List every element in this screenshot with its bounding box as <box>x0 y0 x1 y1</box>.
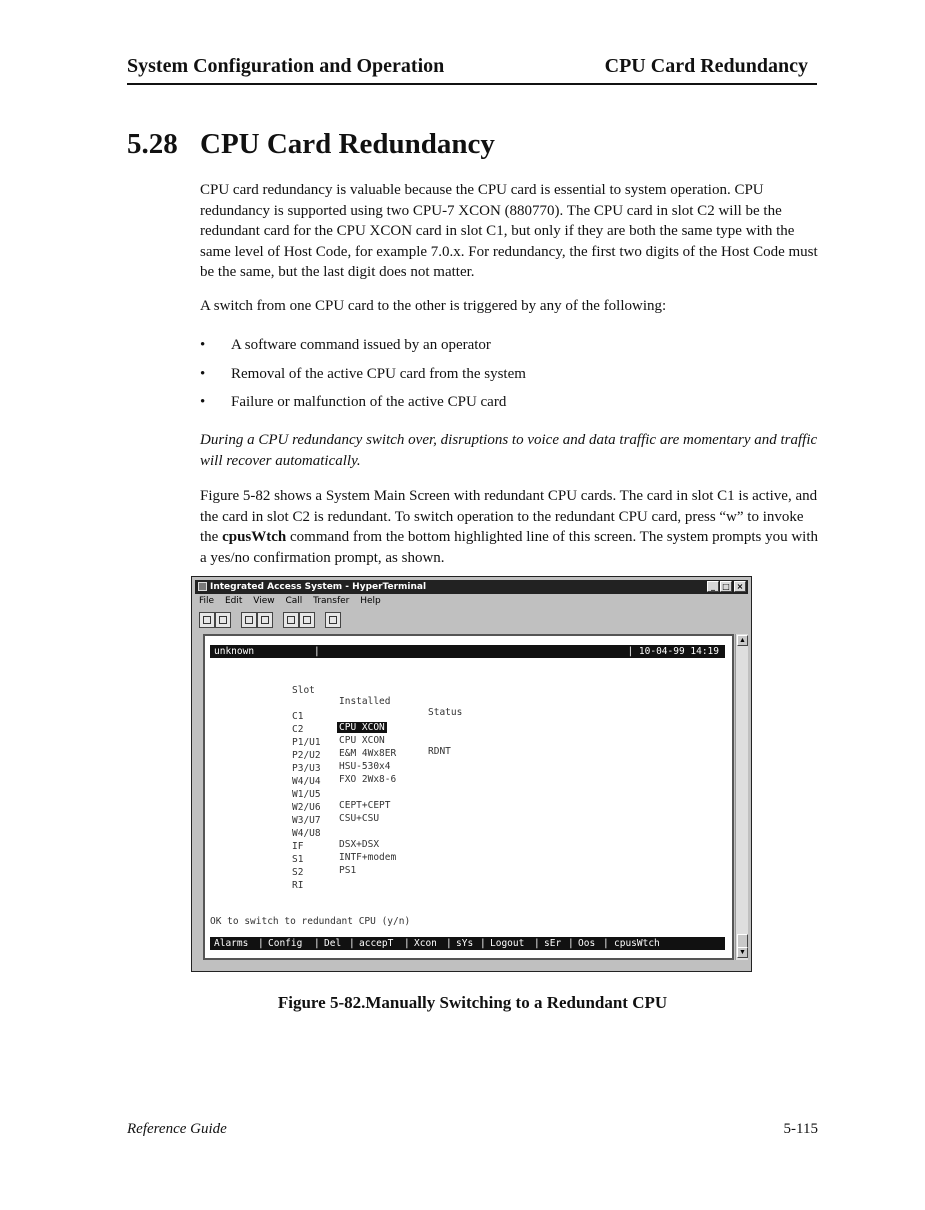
running-header-right: CPU Card Redundancy <box>604 55 808 77</box>
figure-intro-paragraph <box>200 486 818 568</box>
header-rule <box>127 83 817 85</box>
terminal-status-bar <box>210 645 725 658</box>
status-separator: | <box>314 646 320 657</box>
cmd-sep: | <box>480 938 486 949</box>
command-bar <box>210 937 725 950</box>
running-header-left: System Configuration and Operation <box>127 55 445 77</box>
maximize-button[interactable]: □ <box>720 581 732 592</box>
menu-file[interactable]: File <box>199 596 215 606</box>
confirm-prompt: OK to switch to redundant CPU (y/n) <box>210 916 411 927</box>
open-icon[interactable] <box>215 612 231 628</box>
installed-card: HSU-530x4 <box>339 761 391 772</box>
slot-id: C1 <box>292 711 304 722</box>
section-number: 5.28 <box>127 128 178 160</box>
send-icon[interactable] <box>283 612 299 628</box>
installed-card: DSX+DSX <box>339 839 380 850</box>
figure-intro-command: cpusWtch <box>222 529 287 545</box>
page-number: 5-115 <box>783 1121 818 1137</box>
cmd-sep: | <box>314 938 320 949</box>
cmd-accept[interactable]: accepT <box>359 938 394 949</box>
footer-left: Reference Guide <box>127 1121 227 1137</box>
bullet-text: Failure or malfunction of the active CPU card <box>231 394 507 410</box>
scroll-up-icon[interactable]: ▲ <box>737 635 748 646</box>
slot-id: W3/U7 <box>292 815 321 826</box>
slot-id: S1 <box>292 854 304 865</box>
figure-caption: Figure 5-82.Manually Switching to a Redundant CPU <box>277 993 668 1012</box>
slot-id: W4/U8 <box>292 828 321 839</box>
slot-id: W4/U4 <box>292 776 321 787</box>
connect-icon[interactable] <box>241 612 257 628</box>
installed-card: CPU XCON <box>339 735 385 746</box>
minimize-button[interactable]: _ <box>707 581 719 592</box>
note-paragraph: During a CPU redundancy switch over, disruptions to voice and data traffic are momentary and traffic will recover automatically. <box>200 432 818 469</box>
scroll-down-icon[interactable]: ▼ <box>737 947 748 958</box>
status-node: unknown <box>214 646 255 657</box>
cmd-sys[interactable]: sYs <box>456 938 474 949</box>
bullet-marker: • <box>200 366 206 382</box>
slot-id: C2 <box>292 724 304 735</box>
installed-card: CSU+CSU <box>339 813 380 824</box>
installed-card: CEPT+CEPT <box>339 800 391 811</box>
slot-id: RI <box>292 880 304 891</box>
menu-bar <box>199 596 389 606</box>
figure-intro-text-b: command from the bottom highlighted line of this screen. The system prompts you with a yes/no confirmation prompt, as shown. <box>200 529 818 566</box>
cmd-ser[interactable]: sEr <box>544 938 562 949</box>
installed-card: E&M 4Wx8ER <box>339 748 397 759</box>
hyperterminal-window <box>191 576 752 972</box>
scroll-thumb[interactable] <box>737 934 748 948</box>
installed-card: INTF+modem <box>339 852 397 863</box>
cmd-del[interactable]: Del <box>324 938 342 949</box>
intro-paragraph: CPU card redundancy is valuable because the CPU card is essential to system operation. CPU redundancy is supported using two CPU-7 XCON (880770). The CPU card in slot C2 will be the redundant card for the CPU XCON card in slot C1, but only if they are both the same type with the same level of Host Code, for example 7.0.x. For redundancy, the first two digits of the Host Code must be the same, but the last digit does not matter. <box>200 182 818 280</box>
installed-card: FXO 2Wx8-6 <box>339 774 397 785</box>
cmd-alarms[interactable]: Alarms <box>214 938 249 949</box>
receive-icon[interactable] <box>299 612 315 628</box>
slot-status: RDNT <box>428 746 451 757</box>
menu-help[interactable]: Help <box>360 596 381 606</box>
cmd-cpuswtch[interactable]: cpusWtch <box>614 938 660 949</box>
cmd-config[interactable]: Config <box>268 938 303 949</box>
properties-icon[interactable] <box>325 612 341 628</box>
vertical-scrollbar[interactable] <box>735 634 748 960</box>
installed-card: PS1 <box>339 865 357 876</box>
menu-view[interactable]: View <box>253 596 275 606</box>
slot-id: P2/U2 <box>292 750 321 761</box>
cmd-logout[interactable]: Logout <box>490 938 525 949</box>
window-titlebar[interactable] <box>195 580 748 594</box>
slot-id: P3/U3 <box>292 763 321 774</box>
cmd-oos[interactable]: Oos <box>578 938 596 949</box>
cmd-xcon[interactable]: Xcon <box>414 938 437 949</box>
new-icon[interactable] <box>199 612 215 628</box>
cmd-sep: | <box>404 938 410 949</box>
bullet-marker: • <box>200 337 206 353</box>
bullet-marker: • <box>200 394 206 410</box>
status-datetime: | 10-04-99 14:19 <box>627 646 719 657</box>
menu-transfer[interactable]: Transfer <box>313 596 350 606</box>
menu-call[interactable]: Call <box>285 596 303 606</box>
cmd-sep: | <box>603 938 609 949</box>
app-icon <box>198 582 207 591</box>
cmd-sep: | <box>349 938 355 949</box>
cmd-sep: | <box>534 938 540 949</box>
slot-id: W2/U6 <box>292 802 321 813</box>
slot-id: P1/U1 <box>292 737 321 748</box>
col-installed-header: Installed <box>339 696 391 707</box>
bullet-text: Removal of the active CPU card from the system <box>231 366 526 382</box>
terminal-screen[interactable] <box>203 634 734 960</box>
menu-edit[interactable]: Edit <box>224 596 243 606</box>
figure-intro-text-a: Figure 5-82 shows a System Main Screen with redundant CPU cards. The card in slot C1 is active, and the card in slot C2 is redundant. To switch operation to the redundant CPU card, press “w” to invoke the <box>200 488 818 545</box>
cmd-sep: | <box>446 938 452 949</box>
bullet-text: A software command issued by an operator <box>231 337 491 353</box>
section-title: CPU Card Redundancy <box>200 128 495 160</box>
disconnect-icon[interactable] <box>257 612 273 628</box>
installed-card-selected[interactable]: CPU XCON <box>339 722 385 733</box>
slot-id: S2 <box>292 867 304 878</box>
col-slot-header: Slot <box>292 685 315 696</box>
triggers-paragraph: A switch from one CPU card to the other is triggered by any of the following: <box>200 298 667 314</box>
cmd-sep: | <box>258 938 264 949</box>
cmd-sep: | <box>568 938 574 949</box>
close-button[interactable]: × <box>734 581 746 592</box>
window-title: Integrated Access System - HyperTerminal <box>210 582 427 592</box>
slot-id: IF <box>292 841 304 852</box>
slot-id: W1/U5 <box>292 789 321 800</box>
col-status-header: Status <box>428 707 463 718</box>
